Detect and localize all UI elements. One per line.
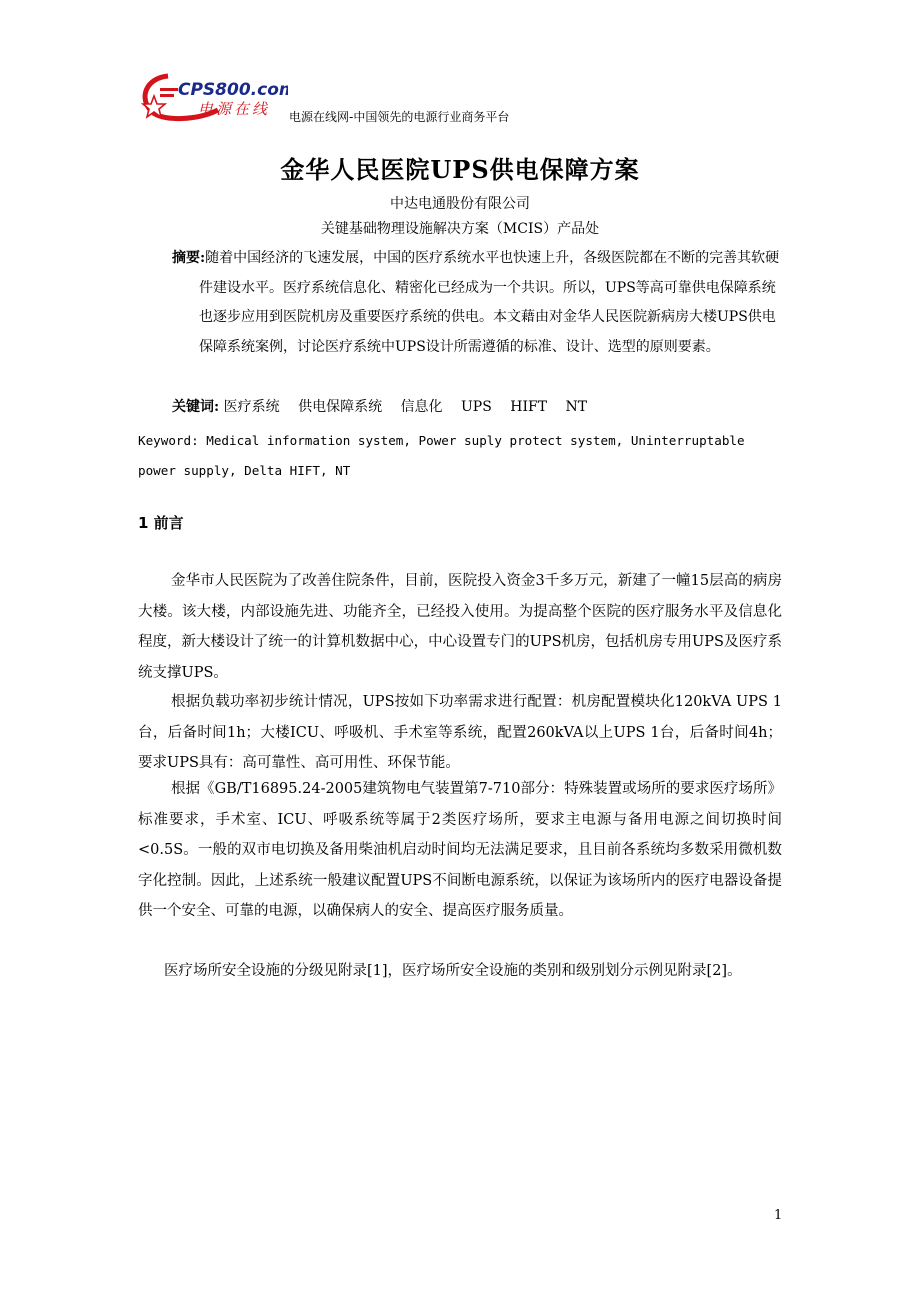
site-tagline: 电源在线网-中国领先的电源行业商务平台	[289, 110, 510, 124]
keywords-label: 关键词:	[172, 399, 220, 415]
keyword-item: UPS	[460, 399, 492, 415]
body-paragraph: 金华市人民医院为了改善住院条件，目前，医院投入资金3千多万元，新建了一幢15层高的病房大楼。该大楼，内部设施先进、功能齐全，已经投入使用。为提高整个医院的医疗服务水平及信息化程度，新大楼设计了统一的计算机数据中心，中心设置专门的UPS机房，包括机房专用UPS及医疗系统支撑UPS。	[138, 573, 782, 681]
logo-graphic	[138, 68, 288, 128]
keywords-english: Keyword: Medical information system, Power suply protect system, Uninterruptable power supply, Delta HIFT, NT	[138, 433, 745, 478]
logo-bar	[160, 88, 178, 91]
logo-text: CPS800.com	[178, 80, 288, 100]
abstract	[172, 244, 784, 362]
keyword-item: 医疗系统	[223, 399, 280, 415]
author-department: 关键基础物理设施解决方案（MCIS）产品处	[320, 221, 600, 237]
section-heading: 1 前言	[138, 514, 184, 532]
keywords-line	[172, 396, 601, 416]
body-paragraph: 根据《GB/T16895.24-2005建筑物电气装置第7-710部分：特殊装置或场所的要求医疗场所》标准要求，手术室、ICU、呼吸系统等属于2类医疗场所，要求主电源与备用电源之间切换时间<0.5S。一般的双市电切换及备用柴油机启动时间均无法满足要求，且目前各系统均多数采用微机数字化控制。因此，上述系统一般建议配置UPS不间断电源系统，以保证为该场所内的医疗电器设备提供一个安全、可靠的电源，以确保病人的安全、提高医疗服务质量。	[138, 781, 782, 919]
author-company: 中达电通股份有限公司	[390, 196, 530, 212]
page-number: 1	[774, 1208, 783, 1223]
abstract-label: 摘要:	[172, 250, 206, 266]
document-title: 金华人民医院UPS供电保障方案	[280, 155, 640, 184]
cps800-logo	[138, 68, 288, 128]
keyword-item: 供电保障系统	[298, 399, 383, 415]
keyword-item: 信息化	[400, 399, 443, 415]
logo-cn-text: 电源在线	[198, 100, 271, 118]
logo-bar	[160, 94, 174, 97]
body-paragraph: 医疗场所安全设施的分级见附录[1]，医疗场所安全设施的类别和级别划分示例见附录[2]。	[164, 963, 742, 979]
abstract-body: 随着中国经济的飞速发展，中国的医疗系统水平也快速上升，各级医院都在不断的完善其软硬件建设水平。医疗系统信息化、精密化已经成为一个共识。所以，UPS等高可靠供电保障系统也逐步应用到医院机房及重要医疗系统的供电。本文藉由对金华人民医院新病房大楼UPS供电保障系统案例，讨论医疗系统中UPS设计所需遵循的标准、设计、选型的原则要素。	[199, 250, 780, 355]
body-paragraph: 根据负载功率初步统计情况，UPS按如下功率需求进行配置：机房配置模块化120kVA UPS 1台，后备时间1h；大楼ICU、呼吸机、手术室等系统，配置260kVA以上UPS 1台，后备时间4h；要求UPS具有：高可靠性、高可用性、环保节能。	[138, 694, 782, 771]
keyword-item: NT	[565, 399, 588, 415]
keyword-item: HIFT	[510, 399, 548, 415]
